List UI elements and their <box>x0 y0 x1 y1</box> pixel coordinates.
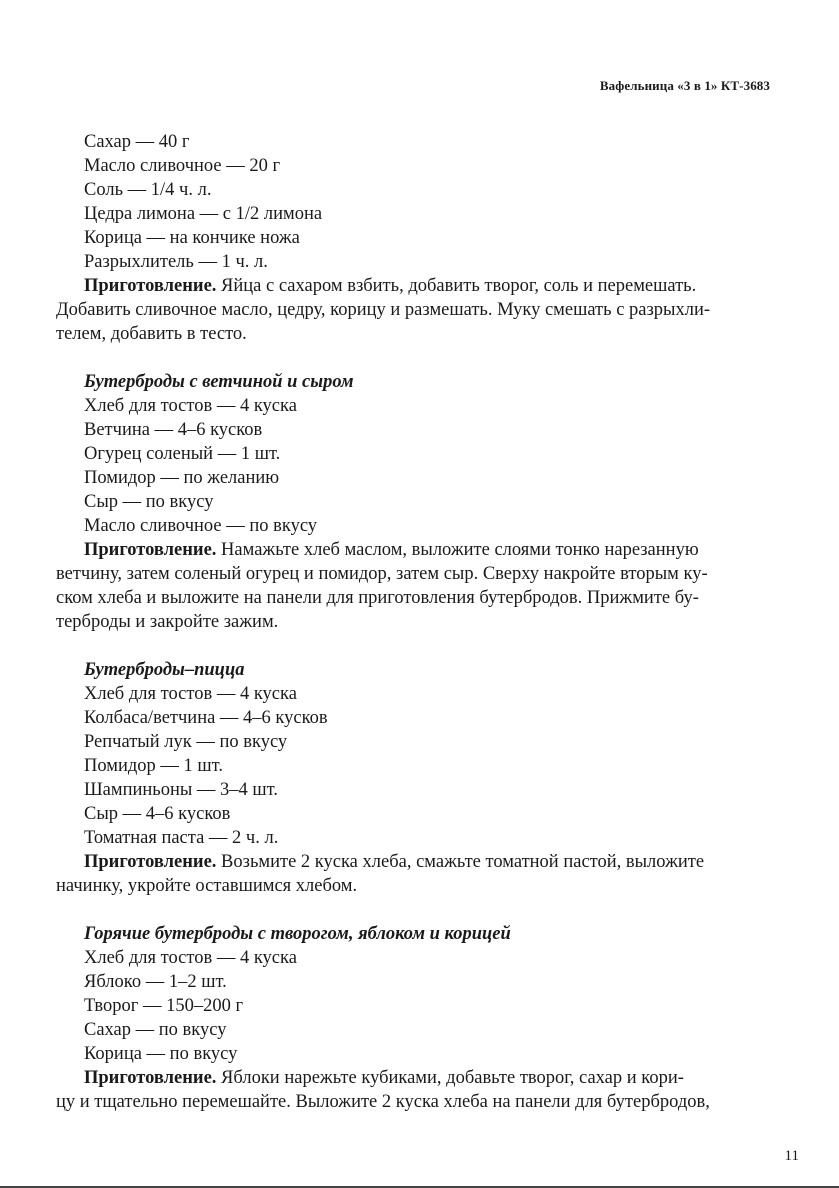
recipe-hot-cottage-apple <box>56 922 766 1114</box>
preparation-text: Яблоки нарежьте кубиками, добавьте творог, сахар и кори- <box>216 1068 684 1088</box>
ingredient-line: Хлеб для тостов — 4 куска <box>84 396 297 416</box>
preparation-text: Добавить сливочное масло, цедру, корицу и размешать. Муку смешать с разрыхли- <box>56 300 711 320</box>
ingredient-line: Хлеб для тостов — 4 куска <box>84 684 297 704</box>
preparation-text: ском хлеба и выложите на панели для приготовления бутербродов. Прижмите бу- <box>56 588 699 608</box>
preparation-text: цу и тщательно перемешайте. Выложите 2 куска хлеба на панели для бутербродов, <box>56 1092 710 1112</box>
ingredient-line: Хлеб для тостов — 4 куска <box>84 948 297 968</box>
ingredient-line: Сахар — по вкусу <box>84 1020 227 1040</box>
ingredient-line: Цедра лимона — с 1/2 лимона <box>84 204 323 224</box>
intro-section <box>56 130 766 346</box>
recipe-ham-cheese <box>56 370 766 634</box>
recipe-title: Бутерброды–пицца <box>84 660 245 680</box>
preparation-text: начинку, укройте оставшимся хлебом. <box>56 876 358 896</box>
preparation-paragraph <box>56 1066 766 1114</box>
ingredient-line: Корица — на кончике ножа <box>84 228 300 248</box>
preparation-paragraph <box>56 538 766 634</box>
ingredient-line: Шампиньоны — 3–4 шт. <box>84 780 278 800</box>
preparation-text: Яйца с сахаром взбить, добавить творог, соль и перемешать. <box>216 276 697 296</box>
ingredient-line: Корица — по вкусу <box>84 1044 238 1064</box>
ingredient-line: Масло сливочное — 20 г <box>84 156 281 176</box>
preparation-paragraph <box>56 274 766 346</box>
preparation-label: Приготовление. <box>84 1068 217 1088</box>
page-number: 11 <box>784 1148 799 1164</box>
recipe-sandwich-pizza <box>56 658 766 898</box>
preparation-label: Приготовление. <box>84 276 217 296</box>
recipe-title: Горячие бутерброды с творогом, яблоком и корицей <box>84 924 511 944</box>
ingredient-line: Разрыхлитель — 1 ч. л. <box>84 252 268 272</box>
preparation-paragraph <box>56 850 766 898</box>
recipe-title: Бутерброды с ветчиной и сыром <box>84 372 354 392</box>
page-content <box>56 130 766 1114</box>
ingredient-line: Огурец соленый — 1 шт. <box>84 444 281 464</box>
ingredient-list <box>56 682 766 850</box>
ingredient-line: Сыр — 4–6 кусков <box>84 804 231 824</box>
ingredient-line: Колбаса/ветчина — 4–6 кусков <box>84 708 328 728</box>
running-header: Вафельница «3 в 1» КТ-3683 <box>599 78 770 93</box>
ingredient-line: Сахар — 40 г <box>84 132 190 152</box>
ingredient-line: Томатная паста — 2 ч. л. <box>84 828 279 848</box>
ingredient-list <box>56 130 766 274</box>
ingredient-line: Помидор — 1 шт. <box>84 756 223 776</box>
ingredient-list <box>56 946 766 1066</box>
preparation-text: Намажьте хлеб маслом, выложите слоями тонко нарезанную <box>216 540 699 560</box>
preparation-text: терброды и закройте зажим. <box>56 612 279 632</box>
preparation-text: телем, добавить в тесто. <box>56 324 247 344</box>
ingredient-list <box>56 394 766 538</box>
preparation-text: Возьмите 2 куска хлеба, смажьте томатной пастой, выложите <box>216 852 705 872</box>
preparation-label: Приготовление. <box>84 852 217 872</box>
ingredient-line: Помидор — по желанию <box>84 468 280 488</box>
preparation-label: Приготовление. <box>84 540 217 560</box>
ingredient-line: Ветчина — 4–6 кусков <box>84 420 263 440</box>
ingredient-line: Творог — 150–200 г <box>84 996 244 1016</box>
ingredient-line: Яблоко — 1–2 шт. <box>84 972 227 992</box>
ingredient-line: Соль — 1/4 ч. л. <box>84 180 212 200</box>
ingredient-line: Репчатый лук — по вкусу <box>84 732 288 752</box>
ingredient-line: Сыр — по вкусу <box>84 492 214 512</box>
preparation-text: ветчину, затем соленый огурец и помидор, затем сыр. Сверху накройте вторым ку- <box>56 564 708 584</box>
ingredient-line: Масло сливочное — по вкусу <box>84 516 318 536</box>
